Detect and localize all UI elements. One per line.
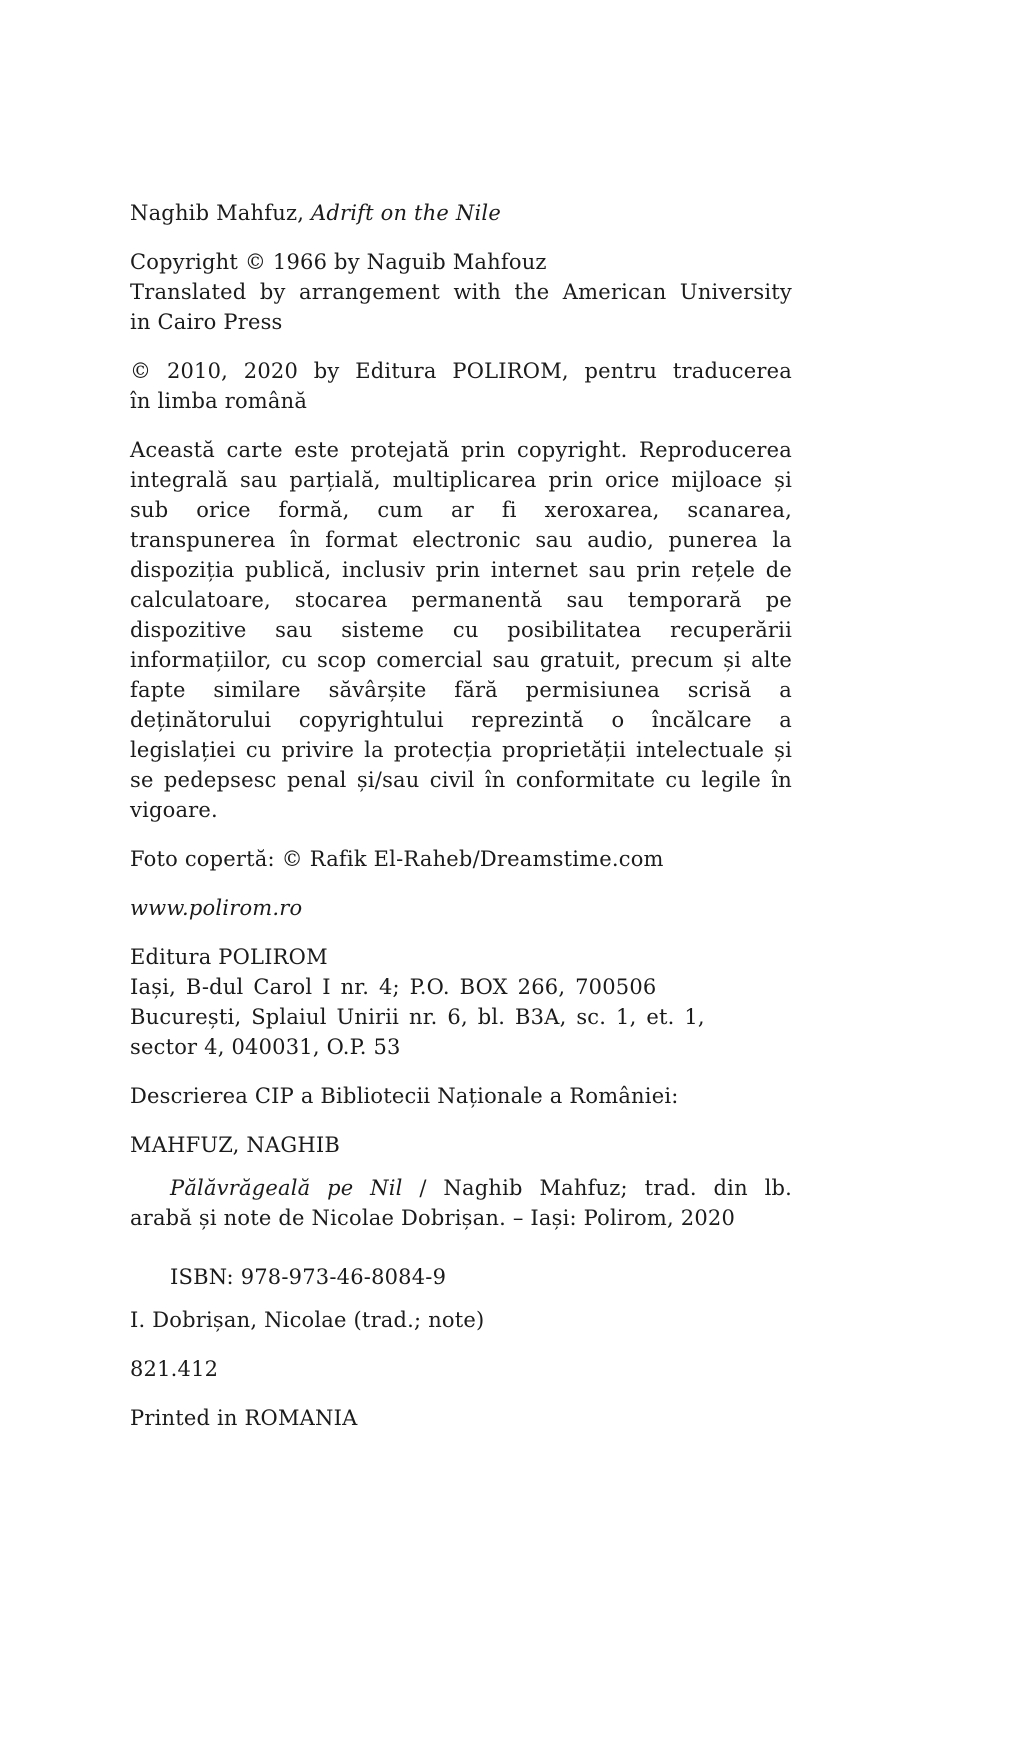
publisher-address-line-3: sector 4, 040031, O.P. 53 — [130, 1035, 401, 1059]
isbn-line: ISBN: 978-973-46-8084-9 — [170, 1265, 447, 1289]
printed-in-line: Printed in ROMANIA — [130, 1406, 358, 1430]
publisher-name: Editura POLIROM — [130, 945, 328, 969]
cip-entry-line-1 — [130, 1173, 792, 1203]
publisher-address-line-1: Iași, B-dul Carol I nr. 4; P.O. BOX 266, 700506 — [130, 975, 657, 999]
copyright-year-line: Copyright © 1966 by Naguib Mahfouz — [130, 250, 547, 274]
romanian-copyright-line-1: © 2010, 2020 by Editura POLIROM, pentru traducerea — [130, 359, 792, 383]
copyright-notice-romanian — [130, 356, 792, 416]
cip-entry-line-2: arabă și note de Nicolae Dobrișan. – Iași: Polirom, 2020 — [130, 1206, 736, 1230]
publisher-address-block — [130, 942, 792, 1062]
author-name: Naghib Mahfuz, — [130, 201, 311, 225]
udc-classification: 821.412 — [130, 1357, 219, 1381]
publisher-website: www.polirom.ro — [130, 896, 303, 920]
book-title-line — [130, 198, 792, 228]
legal-notice-paragraph: Această carte este protejată prin copyright. Reproducerea integrală sau parțială, multiplicarea prin orice mijloace și sub orice formă, cum ar fi xeroxarea, scanarea, transpunerea în format electronic sau audio, punerea la dispoziția publică, inclusiv prin internet sau prin rețele de calculatoare, stocarea permanentă sau temporară pe dispozitive sau sisteme cu posibilitatea recuperării informațiilor, cu scop comercial sau gratuit, precum și alte fapte similare săvârșite fără permisiunea scrisă a deținătorului copyrightului reprezintă o încălcare a legislației cu privire la protecția proprietății intelectuale și se pedepsesc penal și/sau civil în conformitate cu legile în vigoare. — [130, 438, 792, 822]
copyright-page — [130, 0, 792, 1452]
copyright-notice-original — [130, 247, 792, 337]
original-title: Adrift on the Nile — [310, 201, 501, 225]
publisher-address-line-2: București, Splaiul Unirii nr. 6, bl. B3A, sc. 1, et. 1, — [130, 1005, 705, 1029]
translation-arrangement-line-1: Translated by arrangement with the American University — [130, 280, 792, 304]
romanian-title: Pălăvrăgeală pe Nil — [170, 1176, 403, 1200]
cip-author-heading: MAHFUZ, NAGHIB — [130, 1133, 340, 1157]
romanian-copyright-line-2: în limba română — [130, 389, 308, 413]
translator-responsibility-line: I. Dobrișan, Nicolae (trad.; note) — [130, 1308, 485, 1332]
cover-photo-credit: Foto copertă: © Rafik El-Raheb/Dreamstime.com — [130, 847, 664, 871]
cip-entry — [130, 1173, 792, 1233]
cip-entry-line-1-rest: / Naghib Mahfuz; trad. din lb. — [402, 1176, 793, 1200]
translation-arrangement-line-2: in Cairo Press — [130, 310, 283, 334]
cip-description-heading: Descrierea CIP a Bibliotecii Naționale a României: — [130, 1084, 679, 1108]
